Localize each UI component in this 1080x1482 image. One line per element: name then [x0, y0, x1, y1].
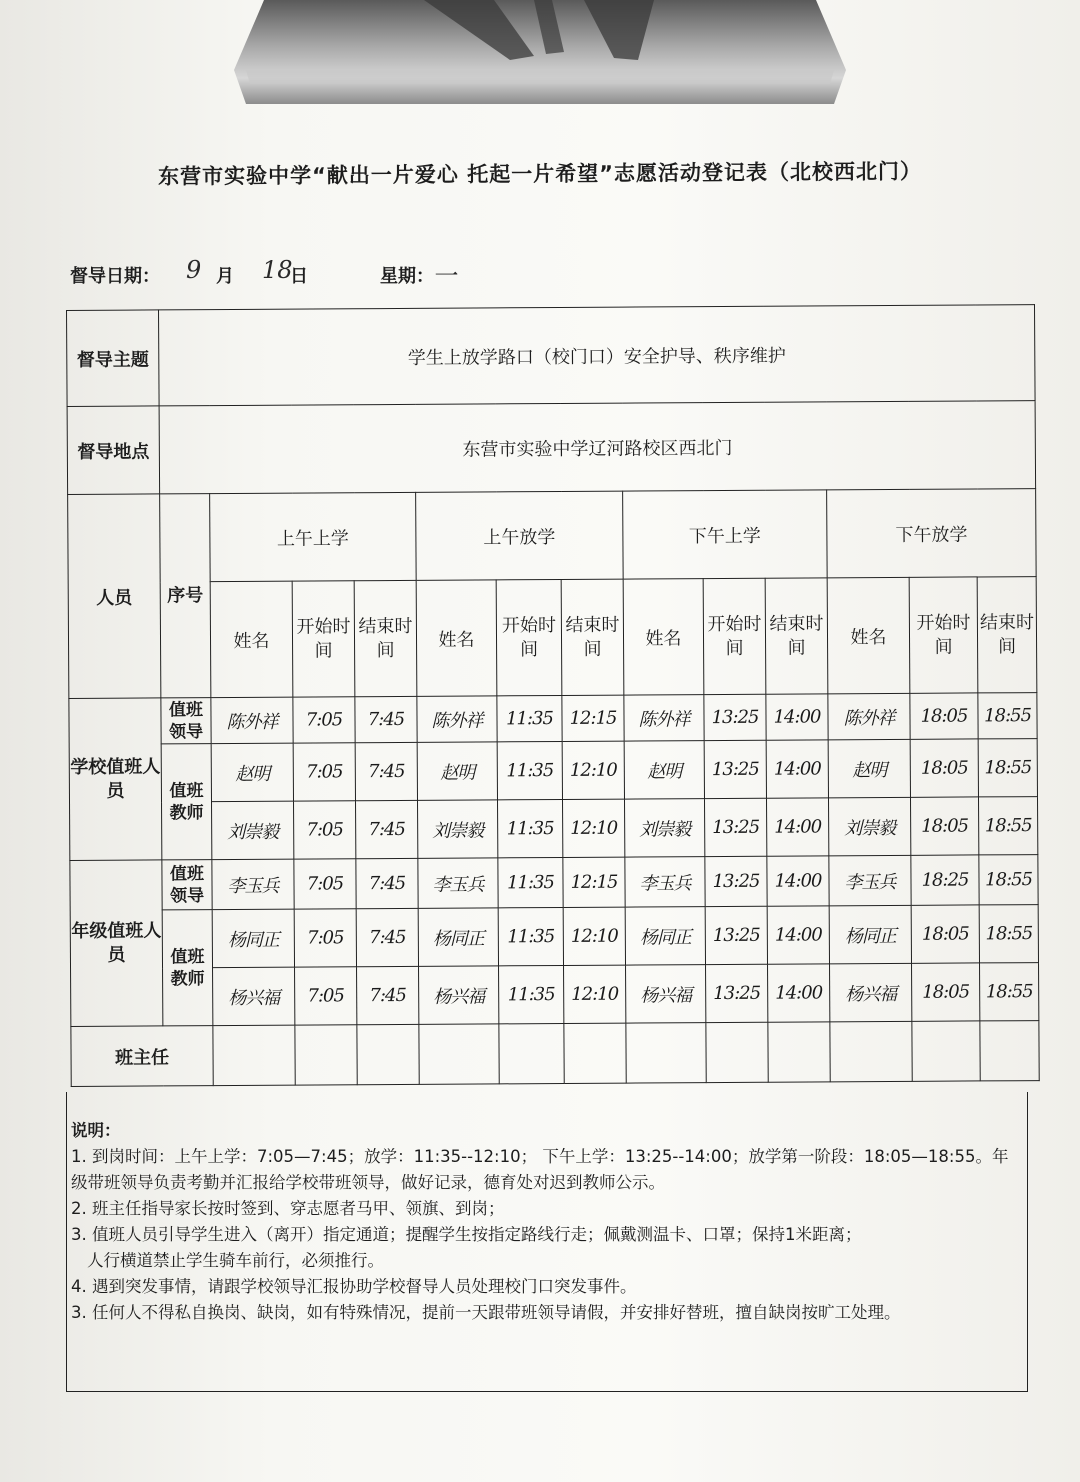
start-time: 18:05 [912, 963, 980, 1021]
note-line: 1. 到岗时间：上午上学：7:05—7:45；放学：11:35--12:10； 下午上学：13:25--14:00；放学第一阶段：18:05—18:55。年级带班领导负责考勤并汇报给学校带班领导，做好记录，德育处对迟到教师公示。 [71, 1147, 1009, 1192]
end-time: 14:00 [767, 906, 829, 964]
date-day-unit: 日 [290, 266, 308, 287]
name-header: 姓名 [623, 579, 704, 695]
end-time: 12:15 [562, 695, 624, 741]
start-time: 18:05 [910, 693, 978, 739]
class-teacher-label: 班主任 [71, 1026, 213, 1087]
end-time: 7:45 [356, 908, 418, 966]
signature-name: 陈外祥 [211, 697, 293, 744]
signature-name: 赵明 [417, 742, 497, 800]
signature-name: 杨同正 [418, 908, 498, 966]
start-time: 7:05 [294, 909, 356, 967]
empty-cell [419, 1024, 499, 1084]
clipboard-clip-icon [234, 0, 846, 104]
start-time: 18:05 [910, 739, 978, 797]
start-time: 7:05 [294, 801, 356, 859]
name-header: 姓名 [210, 581, 293, 697]
start-time: 11:35 [497, 695, 562, 741]
end-time: 14:00 [766, 740, 828, 798]
duty-table [66, 304, 1040, 1087]
period-am-arrival: 上午上学 [210, 492, 417, 581]
signature-name: 杨兴福 [213, 967, 295, 1025]
signature-name: 刘崇毅 [828, 797, 910, 855]
end-time: 12:10 [562, 799, 624, 857]
start-time: 13:25 [704, 798, 766, 856]
location-value: 东营市实验中学辽河路校区西北门 [159, 401, 1036, 494]
role-teacher: 值班教师 [161, 744, 212, 860]
start-time: 13:25 [706, 964, 768, 1022]
end-time: 7:45 [357, 966, 419, 1024]
name-header: 姓名 [827, 577, 910, 693]
end-time: 7:45 [356, 858, 418, 908]
start-header: 开始时间 [703, 578, 766, 694]
start-time: 11:35 [498, 799, 563, 857]
empty-cell [980, 1021, 1040, 1081]
role-teacher: 值班教师 [162, 910, 213, 1026]
start-time: 13:25 [704, 694, 766, 740]
group-school-duty: 学校值班人员 [69, 698, 162, 861]
end-time: 14:00 [767, 856, 829, 906]
serial-header: 序号 [160, 494, 211, 698]
end-time: 7:45 [355, 742, 417, 800]
personnel-header: 人员 [68, 494, 161, 699]
group-grade-duty: 年级值班人员 [70, 860, 163, 1027]
end-time: 14:00 [766, 694, 828, 740]
start-time: 11:35 [498, 857, 563, 907]
weekday-label: 星期： [380, 266, 434, 287]
note-line: 3. 任何人不得私自换岗、缺岗，如有特殊情况，提前一天跟带班领导请假，并安排好替班，擅自缺岗按旷工处理。 [71, 1303, 901, 1322]
empty-cell [706, 1022, 768, 1082]
signature-name: 赵明 [624, 741, 704, 799]
start-time: 18:25 [911, 855, 979, 905]
empty-cell [830, 1021, 912, 1081]
note-line: 4. 遇到突发事情，请跟学校领导汇报协助学校督导人员处理校门口突发事件。 [71, 1277, 637, 1296]
start-time: 11:35 [498, 907, 563, 965]
role-leader: 值班领导 [161, 698, 211, 744]
empty-cell [499, 1023, 564, 1083]
start-time: 18:05 [911, 905, 979, 963]
location-label: 督导地点 [67, 406, 160, 495]
empty-cell [357, 1024, 419, 1084]
start-time: 7:05 [293, 697, 355, 743]
name-header: 姓名 [416, 580, 497, 696]
end-time: 7:45 [356, 800, 418, 858]
signature-name: 李玉兵 [829, 855, 911, 906]
end-time: 18:55 [978, 693, 1037, 739]
signature-name: 刘崇毅 [212, 801, 294, 859]
role-leader: 值班领导 [162, 860, 212, 910]
date-label: 督导日期： [70, 266, 160, 287]
date-month-unit: 月 [216, 266, 234, 287]
end-header: 结束时间 [561, 579, 624, 695]
start-time: 7:05 [293, 743, 355, 801]
notes-heading: 说明： [71, 1121, 121, 1140]
topic-value: 学生上放学路口（校门口）安全护导、秩序维护 [159, 305, 1036, 406]
table-row [70, 797, 1039, 861]
table-row [69, 693, 1037, 745]
empty-cell [912, 1021, 980, 1081]
end-time: 12:15 [563, 857, 625, 907]
start-time: 18:05 [910, 797, 978, 855]
table-row [71, 1021, 1040, 1087]
table-row [69, 739, 1038, 803]
weekday-value: 一 [432, 262, 456, 290]
start-time: 7:05 [295, 967, 357, 1025]
start-time: 13:25 [704, 740, 766, 798]
table-row [71, 963, 1040, 1027]
date-month: 9 [186, 256, 202, 284]
empty-cell [768, 1022, 830, 1082]
end-time: 14:00 [766, 798, 828, 856]
form-title: 东营市实验中学“献出一片爱心 托起一片希望”志愿活动登记表（北校西北门） [157, 159, 923, 189]
end-time: 12:10 [563, 907, 625, 965]
end-time: 12:10 [564, 965, 626, 1023]
end-time: 18:55 [978, 797, 1038, 855]
end-time: 18:55 [979, 905, 1039, 963]
start-time: 11:35 [497, 741, 562, 799]
signature-name: 杨同正 [212, 909, 294, 967]
end-header: 结束时间 [765, 578, 828, 694]
start-time: 7:05 [294, 859, 356, 909]
empty-cell [626, 1023, 706, 1083]
end-time: 18:55 [979, 855, 1038, 905]
start-time: 13:25 [705, 856, 767, 906]
signature-name: 赵明 [828, 739, 910, 797]
end-header: 结束时间 [354, 580, 417, 696]
end-time: 18:55 [980, 963, 1040, 1021]
table-row [70, 905, 1039, 969]
signature-name: 陈外祥 [828, 693, 910, 740]
period-pm-dismissal: 下午放学 [827, 489, 1037, 578]
period-am-dismissal: 上午放学 [416, 491, 624, 580]
signature-name: 赵明 [211, 743, 293, 801]
start-header: 开始时间 [909, 577, 978, 693]
signature-name: 杨兴福 [830, 963, 912, 1021]
topic-label: 督导主题 [67, 310, 160, 407]
empty-cell [213, 1025, 295, 1085]
note-line: 2. 班主任指导家长按时签到、穿志愿者马甲、领旗、到岗； [71, 1199, 505, 1218]
table-row [70, 855, 1038, 911]
empty-cell [564, 1023, 626, 1083]
start-header: 开始时间 [496, 579, 562, 695]
signature-name: 杨同正 [625, 907, 705, 965]
signature-name: 李玉兵 [625, 857, 705, 907]
signature-name: 杨兴福 [419, 966, 499, 1024]
end-time: 18:55 [978, 739, 1038, 797]
signature-name: 李玉兵 [418, 858, 498, 908]
end-time: 7:45 [355, 696, 417, 742]
signature-name: 陈外祥 [624, 695, 704, 741]
note-line: 3. 值班人员引导学生进入（离开）指定通道；提醒学生按指定路线行走；佩戴测温卡、口罩；保持1米距离； [71, 1225, 862, 1244]
empty-cell [295, 1025, 357, 1085]
notes-section [66, 1092, 1028, 1392]
signature-name: 李玉兵 [212, 859, 294, 910]
start-time: 11:35 [499, 965, 564, 1023]
signature-name: 陈外祥 [417, 696, 497, 742]
signature-name: 杨同正 [829, 905, 911, 963]
signature-name: 刘崇毅 [624, 799, 704, 857]
end-time: 14:00 [768, 964, 830, 1022]
period-pm-arrival: 下午上学 [623, 490, 828, 579]
note-line: 人行横道禁止学生骑车前行，必须推行。 [87, 1251, 384, 1270]
end-header: 结束时间 [977, 577, 1037, 693]
start-time: 13:25 [705, 906, 767, 964]
signature-name: 刘崇毅 [418, 800, 498, 858]
end-time: 12:10 [562, 741, 624, 799]
start-header: 开始时间 [292, 581, 355, 697]
signature-name: 杨兴福 [626, 965, 706, 1023]
date-day: 18 [262, 256, 293, 284]
